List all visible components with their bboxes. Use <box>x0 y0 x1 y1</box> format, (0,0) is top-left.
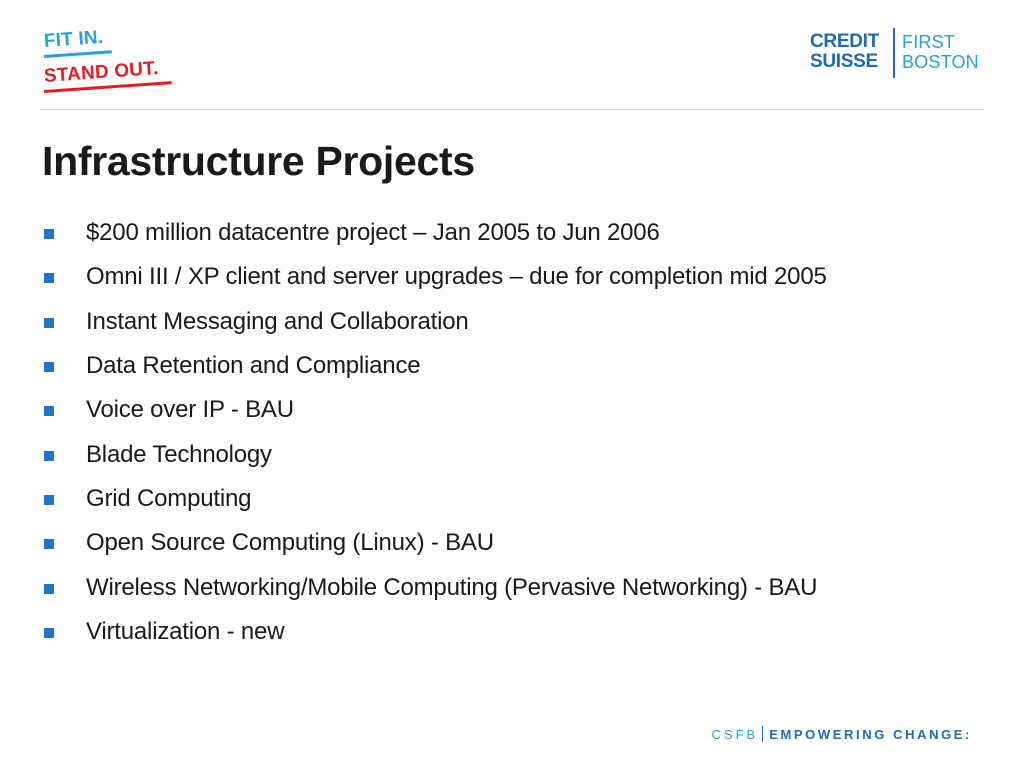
bullet-text: $200 million datacentre project – Jan 2005 to Jun 2006 <box>86 219 660 247</box>
logo-first-boston <box>902 32 979 72</box>
bullet-text: Grid Computing <box>86 484 252 512</box>
slide-title: Infrastructure Projects <box>42 138 475 184</box>
bullet-text: Instant Messaging and Collaboration <box>86 307 469 335</box>
logo-word-credit: CREDIT <box>810 31 879 52</box>
bullet-item <box>44 211 1004 255</box>
bullet-item <box>44 477 1004 521</box>
square-bullet-icon <box>44 362 54 372</box>
logo-divider <box>893 28 895 78</box>
square-bullet-icon <box>44 273 54 283</box>
bullet-list <box>44 211 1004 654</box>
bullet-item <box>44 432 1004 476</box>
square-bullet-icon <box>44 584 54 594</box>
company-logo <box>808 28 988 80</box>
bullet-text: Omni III / XP client and server upgrades – due for completion mid 2005 <box>86 263 827 291</box>
logo-credit-suisse <box>810 32 879 72</box>
bullet-text: Virtualization - new <box>86 617 285 645</box>
bullet-item <box>44 255 1004 299</box>
slogan-logo <box>42 28 192 108</box>
bullet-text: Data Retention and Compliance <box>86 352 421 380</box>
square-bullet-icon <box>44 451 54 461</box>
footer-divider <box>762 726 763 742</box>
slogan-line-fit-in: FIT IN. <box>43 26 105 52</box>
bullet-text: Wireless Networking/Mobile Computing (Pervasive Networking) - BAU <box>86 573 818 601</box>
logo-word-suisse: SUISSE <box>810 51 878 72</box>
bullet-item <box>44 344 1004 388</box>
bullet-text: Blade Technology <box>86 440 272 468</box>
square-bullet-icon <box>44 318 54 328</box>
header-divider <box>40 109 984 110</box>
bullet-item <box>44 565 1004 609</box>
footer-csfb: CSFB <box>711 726 759 742</box>
square-bullet-icon <box>44 229 54 239</box>
bullet-item <box>44 388 1004 432</box>
square-bullet-icon <box>44 495 54 505</box>
bullet-text: Voice over IP - BAU <box>86 396 294 424</box>
slogan-line-stand-out: STAND OUT. <box>43 58 160 87</box>
square-bullet-icon <box>44 539 54 549</box>
square-bullet-icon <box>44 628 54 638</box>
bullet-item <box>44 300 1004 344</box>
square-bullet-icon <box>44 406 54 416</box>
bullet-item <box>44 610 1004 654</box>
logo-word-boston: BOSTON <box>902 52 979 72</box>
footer-empowering-change: EMPOWERING CHANGE: <box>769 726 972 742</box>
bullet-item <box>44 521 1004 565</box>
footer-tagline <box>712 726 972 742</box>
logo-word-first: FIRST <box>902 32 955 52</box>
bullet-text: Open Source Computing (Linux) - BAU <box>86 529 494 557</box>
